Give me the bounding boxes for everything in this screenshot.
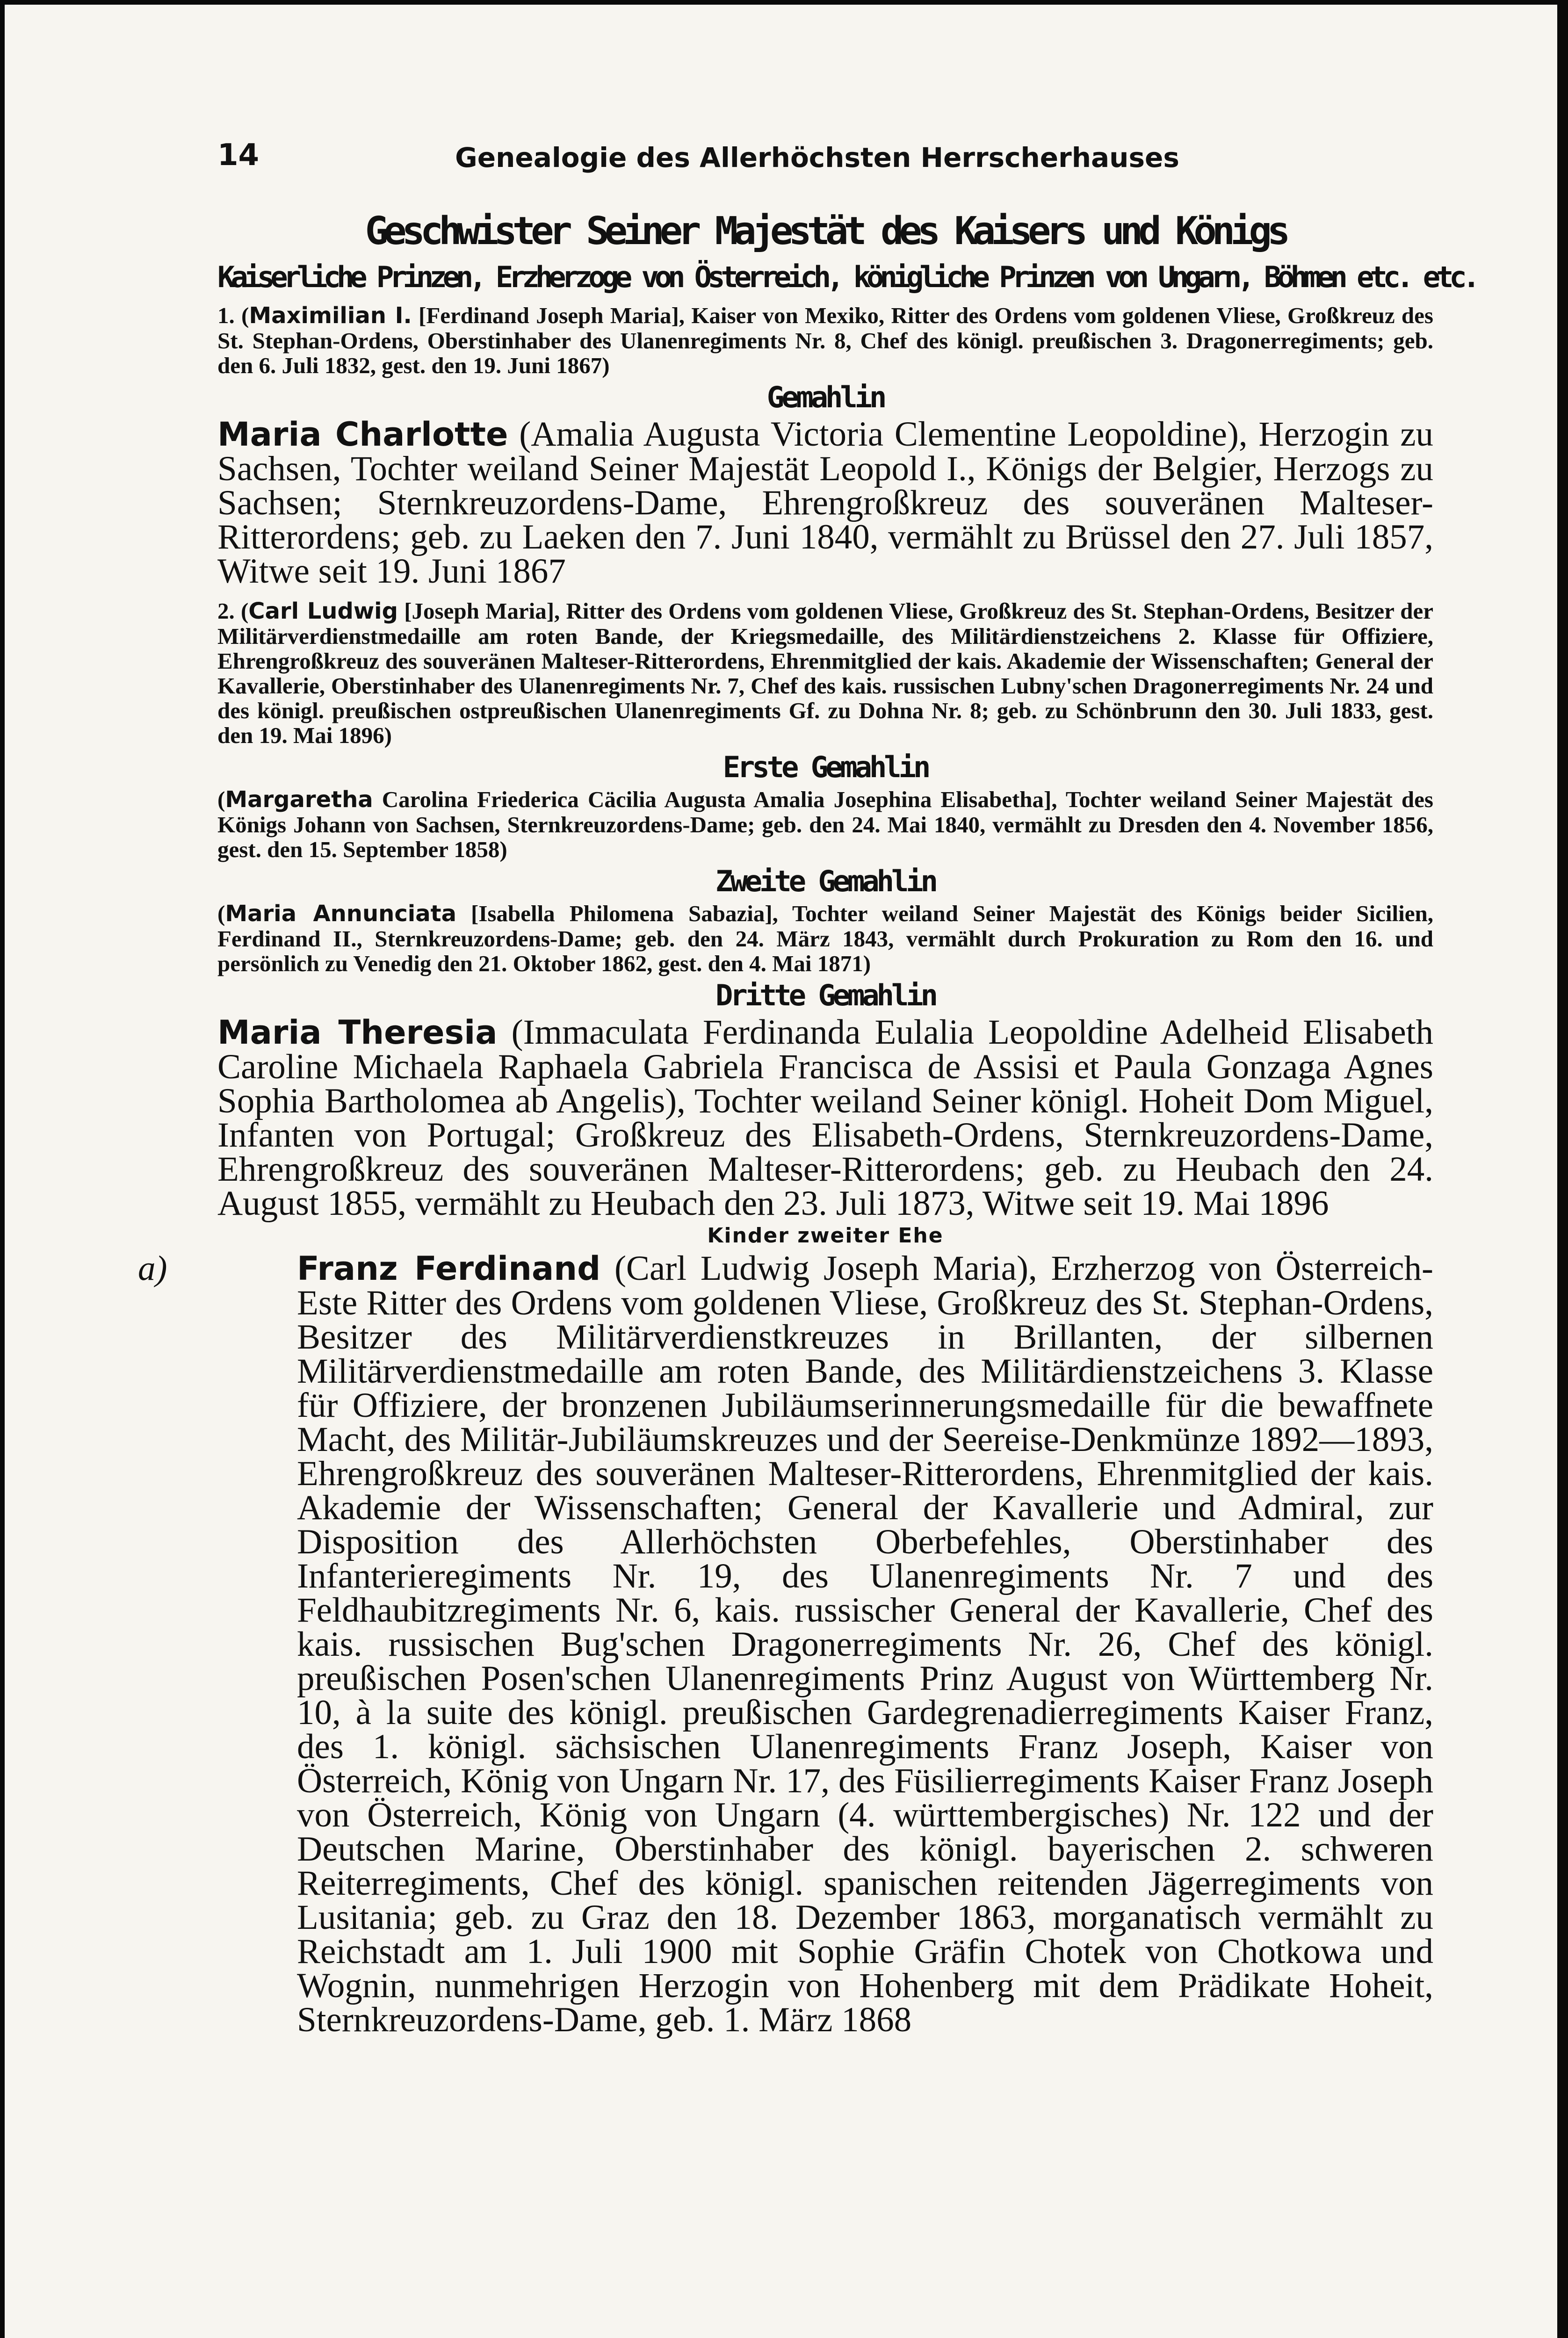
spouse-text: Carolina Friederica Cäcilia Augusta Amalia Josephina Elisabetha], Tochter weiland Seiner Majestät des Königs Johann von Sachsen, Sternkreuzordens-Dame; geb. den 24. Mai 1840, vermählt zu Dresden den 4. November 1856, gest. den 15. September 1858): [217, 787, 1433, 862]
document-page: [5, 5, 1557, 2338]
page-header: [217, 138, 1417, 180]
entry-text: [Ferdinand Joseph Maria], Kaiser von Mexiko, Ritter des Ordens vom goldenen Vliese, Großkreuz des St. Stephan-Ordens, Oberstinhaber des Ulanenregiments Nr. 8, Chef des königl. preußischen 3. Dragonerregiments; geb. den 6. Juli 1832, gest. den 19. Juni 1867): [217, 303, 1433, 378]
second-spouse-heading: Zweite Gemahlin: [715, 864, 935, 898]
spouse-heading: Gemahlin: [766, 380, 884, 414]
entry-carl-ludwig: [217, 599, 1433, 748]
spouse-maria-charlotte: [217, 415, 1433, 591]
child-text: (Carl Ludwig Joseph Maria), Erzherzog von Österreich-Este Ritter des Ordens vom goldenen Vliese, Großkreuz des St. Stephan-Ordens, Besitzer des Militärverdienstkreuzes in Brillanten, der silbernen Militärverdienstmedaille am roten Bande, des Militärdienstzeichens 3. Klasse für Offiziere, der bronzenen Jubiläumserinnerungsmedaille für die bewaffnete Macht, des Militär-Jubiläumskreuzes und der Seereise-Denkmünze 1892—1893, Ehrengroßkreuz des souveränen Malteser-Ritterordens, Ehrenmitglied der kais. Akademie der Wissenschaften; General der Kavallerie und Admiral, zur Disposition des Allerhöchsten Oberbefehles, Oberstinhaber des Infanterieregiments Nr. 19, des Ulanenregiments Nr. 7 und des Feldhaubitzregiments Nr. 6, kais. russischer General der Kavallerie, Chef des kais. russischen Bug'schen Dragonerregiments Nr. 26, Chef des königl. preußischen Posen'schen Ulanenregiments Prinz August von Württemberg Nr. 10, à la suite des königl. preußischen Gardegrenadierregiments Kaiser Franz, des 1. königl. sächsischen Ulanenregiments Franz Joseph, Kaiser von Österreich, König von Ungarn Nr. 17, des Füsilierregiments Kaiser Franz Joseph von Österreich, König von Ungarn (4. württembergisches) Nr. 122 und der Deutschen Marine, Oberstinhaber des königl. bayerischen 2. schweren Reiterregiments, Chef des königl. spanischen reitenden Jägerregiments von Lusitania; geb. zu Graz den 18. Dezember 1863, morganatisch vermählt zu Reichstadt am 1. Juli 1900 mit Sophie Gräfin Chotek von Chotkowa und Wognin, nunmehrigen Herzogin von Hohenberg mit dem Prädikate Hoheit, Sternkreuzordens-Dame, geb. 1. März 1868: [297, 1249, 1433, 2039]
spouse-text: (Immaculata Ferdinanda Eulalia Leopoldine Adelheid Elisabeth Caroline Michaela Raphaela Gabriela Francisca de Assisi et Paula Gonzaga Agnes Sophia Bartholomea ab Angelis), Tochter weiland Seiner königl. Hoheit Dom Miguel, Infanten von Portugal; Großkreuz des Elisabeth-Ordens, Sternkreuzordens-Dame, Ehrengroßkreuz des souveränen Malteser-Ritterordens; geb. zu Heubach den 24. August 1855, vermählt zu Heubach den 23. Juli 1873, Witwe seit 19. Mai 1896: [217, 1013, 1433, 1223]
entry-text: [Joseph Maria], Ritter des Ordens vom goldenen Vliese, Großkreuz des St. Stephan-Ordens, Besitzer der Militärverdienstmedaille am roten Bande, der Kriegsmedaille, des Militärdienstzeichens 2. Klasse für Offiziere, Ehrengroßkreuz des souveränen Malteser-Ritterordens, Ehrenmitglied der kais. Akademie der Wissenschaften; General der Kavallerie, Oberstinhaber des Ulanenregiments Nr. 7, Chef des kais. russischen Lubny'schen Dragonerregiments Nr. 24 und des königl. preußischen ostpreußischen Ulanenregiments Gf. zu Dohna Nr. 8; geb. zu Schönbrunn den 30. Juli 1833, gest. den 19. Mai 1896): [217, 598, 1433, 748]
spouse-maria-theresia: [217, 1013, 1433, 1223]
section-title: Geschwister Seiner Majestät des Kaisers und Königs: [365, 209, 1286, 253]
spouse-text: [Isabella Philomena Sabazia], Tochter weiland Seiner Majestät des Königs beider Sicilien, Ferdinand II., Sternkreuzordens-Dame; geb. den 24. März 1843, vermählt durch Prokuration zu Rom den 16. und persönlich zu Venedig den 21. Oktober 1862, gest. den 4. Mai 1871): [217, 901, 1433, 976]
page-content: [138, 206, 1476, 2039]
spouse-prefix: (: [217, 787, 225, 812]
spouse-name: Margaretha: [225, 787, 373, 813]
entry-name: Maximilian I.: [249, 303, 412, 329]
entry-maximilian: [217, 303, 1433, 378]
children-heading: Kinder zweiter Ehe: [707, 1224, 944, 1248]
spouse-name: Maria Theresia: [217, 1013, 498, 1052]
spouse-maria-annunciata: [217, 901, 1433, 976]
first-spouse-heading: Erste Gemahlin: [723, 750, 928, 784]
section-subtitle: Kaiserliche Prinzen, Erzherzoge von Österreich, königliche Prinzen von Ungarn, Böhmen etc. etc.: [217, 260, 1476, 294]
page-number: 14: [217, 138, 260, 173]
third-spouse-heading: Dritte Gemahlin: [715, 978, 935, 1012]
child-franz-ferdinand: [138, 1249, 1433, 2039]
spouse-name: Maria Annunciata: [225, 901, 456, 927]
spouse-margaretha: [217, 787, 1433, 862]
spouse-prefix: (: [217, 901, 225, 926]
spouse-name: Maria Charlotte: [217, 415, 508, 454]
running-head: Genealogie des Allerhöchsten Herrscherhauses: [455, 142, 1179, 173]
spouse-text: (Amalia Augusta Victoria Clementine Leopoldine), Herzogin zu Sachsen, Tochter weiland Seiner Majestät Leopold I., Königs der Belgier, Herzogs zu Sachsen; Sternkreuzordens-Dame, Ehrengroßkreuz des souveränen Malteser-Ritterordens; geb. zu Laeken den 7. Juni 1840, vermählt zu Brüssel den 27. Juli 1857, Witwe seit 19. Juni 1867: [217, 415, 1433, 591]
entry-prefix: 1. (: [217, 303, 249, 328]
entry-name: Carl Ludwig: [248, 598, 398, 624]
child-label: a): [138, 1249, 167, 1288]
child-name: Franz Ferdinand: [297, 1249, 601, 1288]
entry-prefix: 2. (: [217, 598, 249, 624]
